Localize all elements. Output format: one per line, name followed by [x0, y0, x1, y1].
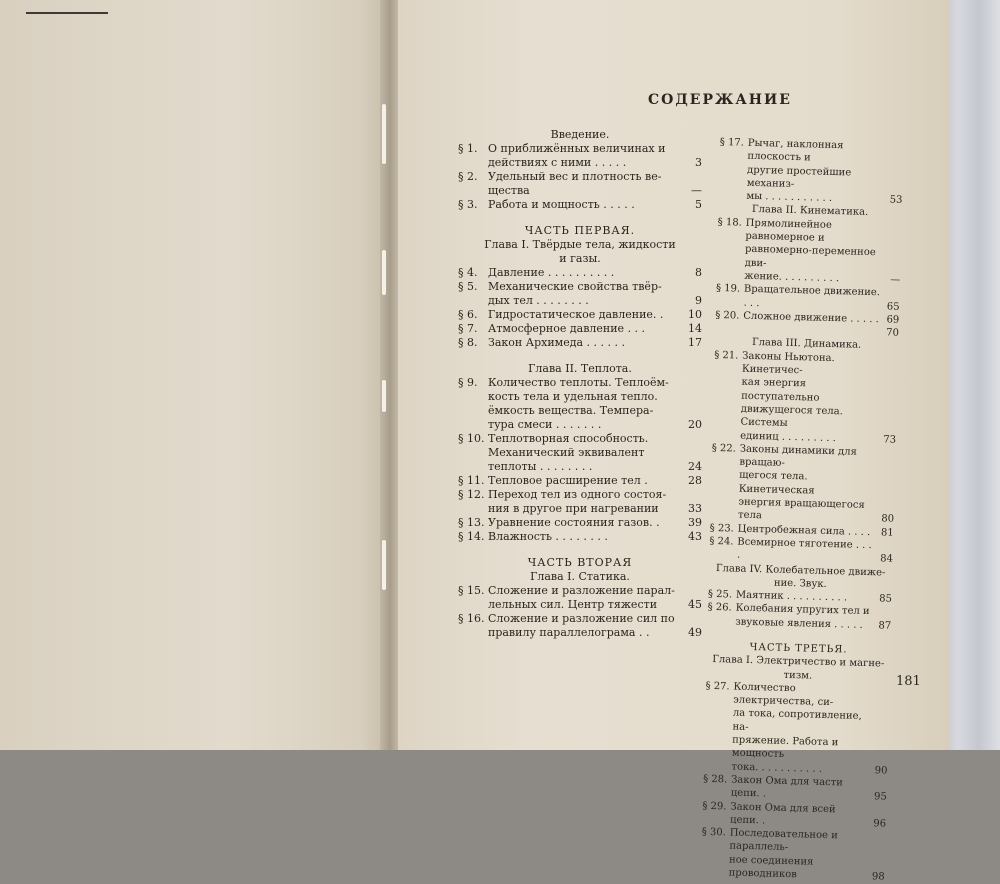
section-title-line: ное соединения проводников — [728, 854, 814, 881]
page-reference: 69 — [886, 314, 900, 326]
section-title-line: Рычаг, наклонная плоскость и — [747, 137, 844, 164]
section-number: § 12. — [458, 488, 485, 501]
binding-stitch — [382, 250, 386, 295]
section-title — [488, 308, 682, 322]
section-title-line: Давление . . . . . . . . . . — [488, 266, 615, 279]
chapter-heading: Глава II. Теплота. — [528, 362, 632, 375]
section-number: § 6. — [458, 308, 478, 321]
section-number: § 3. — [458, 198, 478, 211]
page-reference: 84 — [880, 553, 894, 565]
chapter-heading: Глава III. Динамика. — [751, 337, 862, 352]
part-heading: ЧАСТЬ ТРЕТЬЯ. — [749, 641, 848, 656]
toc-entry — [718, 136, 904, 207]
toc-entry — [701, 826, 886, 884]
section-title-line: действиях с ними . . . . . — [488, 156, 627, 169]
section-number: § 2. — [458, 170, 478, 183]
part-heading: ЧАСТЬ ВТОРАЯ — [527, 556, 633, 569]
section-title-line: Маятник . . . . . . . . . . — [735, 589, 848, 604]
section-title — [488, 612, 682, 640]
section-gap — [458, 212, 702, 224]
toc-entry — [458, 198, 702, 212]
section-title — [488, 530, 682, 544]
toc-entry — [703, 680, 889, 778]
page-reference: 90 — [874, 764, 888, 777]
section-title — [730, 800, 867, 830]
section-number: § 26. — [707, 602, 732, 614]
section-title-line: Закон Ома для всей цепи. . — [729, 801, 836, 827]
page-reference: 8 — [695, 266, 702, 279]
page-reference: 98 — [871, 871, 885, 883]
section-title-line: Закон Ома для части цепи. . — [730, 774, 844, 800]
section-number: § 14. — [458, 530, 485, 543]
page-reference: 73 — [883, 433, 897, 446]
chapter-heading: Глава I. Твёрдые тела, жидкости — [484, 238, 676, 251]
section-title-line: Центробежная сила . . . . — [737, 523, 871, 538]
toc-column-left — [458, 128, 702, 640]
section-title-line: жение. . . . . . . . . . — [744, 270, 840, 285]
section-title — [488, 280, 682, 308]
section-number: § 29. — [702, 800, 727, 812]
section-title-line: кая энергия поступательно — [741, 376, 820, 404]
section-title-line: Сложение и разложение сил по — [488, 612, 675, 625]
section-title — [488, 336, 682, 350]
page-reference: 3 — [695, 156, 702, 169]
page-reference: 49 — [688, 626, 702, 639]
section-title-line: ла тока, сопротивление, на- — [732, 708, 862, 733]
toc-entry — [458, 584, 702, 612]
chapter-heading: Глава I. Электричество и магне- — [712, 654, 885, 670]
section-number: § 11. — [458, 474, 485, 487]
contents-heading: СОДЕРЖАНИЕ — [648, 92, 792, 108]
section-number: § 21. — [714, 349, 739, 362]
part-heading: ЧАСТЬ ПЕРВАЯ. — [524, 224, 636, 237]
section-title-line: О приближённых величинах и — [488, 142, 666, 155]
chapter-heading: Глава II. Кинематика. — [751, 204, 869, 219]
toc-entry — [458, 530, 702, 544]
section-title — [488, 516, 682, 530]
toc-entry — [712, 349, 898, 447]
section-title-line: энергия вращающегося тела — [737, 496, 865, 522]
section-title — [737, 536, 874, 566]
section-title — [488, 266, 682, 280]
section-title — [488, 432, 682, 474]
section-number — [715, 322, 743, 336]
toc-entry — [716, 216, 902, 287]
horizontal-rule — [26, 12, 108, 14]
section-title-line: пряжение. Работа и мощность — [731, 734, 839, 761]
section-title-line: ния в другое при нагревании — [488, 502, 659, 515]
toc-entry — [458, 376, 702, 432]
binding-stitch — [382, 540, 386, 590]
section-title — [488, 376, 682, 432]
section-title-line: Теплотворная способность. — [488, 432, 649, 445]
chapter-heading: Глава IV. Колебательное движе- — [715, 562, 886, 578]
page-reference: 5 — [695, 198, 702, 211]
toc-entry — [709, 535, 894, 566]
section-title-line: мы . . . . . . . . . . . — [746, 190, 833, 205]
page-reference: 28 — [688, 474, 702, 487]
section-title-line: Влажность . . . . . . . . — [488, 530, 608, 543]
section-title-line: Вращательное движение. . . . — [743, 283, 881, 309]
page-reference: 70 — [886, 327, 900, 339]
section-title-line: звуковые явления . . . . . — [735, 616, 863, 631]
page-reference: 17 — [688, 336, 702, 349]
section-title-line: Атмосферное давление . . . — [488, 322, 646, 335]
section-number: § 10. — [458, 432, 485, 445]
toc-column-right — [701, 136, 904, 884]
toc-entry — [458, 142, 702, 170]
toc-entry — [458, 308, 702, 322]
section-title — [488, 322, 682, 336]
page-reference: 45 — [688, 598, 702, 611]
section-title — [488, 488, 682, 516]
section-number: § 22. — [711, 442, 737, 455]
section-title-line: другие простейшие механиз- — [746, 164, 852, 190]
binding-stitch — [382, 380, 386, 412]
section-title — [743, 283, 880, 313]
page-reference: 95 — [873, 791, 887, 803]
chapter-heading: Введение. — [550, 128, 610, 141]
section-title-line: теплоты . . . . . . . . — [488, 460, 593, 473]
section-title-line: Колебания упругих тел и — [735, 602, 870, 618]
section-title-line: Гидростатическое давление. . — [488, 308, 664, 321]
section-title-line: правилу параллелограма . . — [488, 626, 650, 639]
section-number: § 15. — [458, 584, 485, 597]
binding-stitch — [382, 104, 386, 164]
left-page — [0, 0, 390, 750]
page-reference: — — [691, 184, 702, 197]
section-gap — [458, 544, 702, 556]
section-number: § 4. — [458, 266, 478, 279]
page-reference: 14 — [688, 322, 702, 335]
section-title — [488, 142, 682, 170]
chapter-heading: ние. Звук. — [773, 577, 827, 590]
section-title — [488, 170, 682, 198]
section-title — [731, 773, 868, 803]
page-reference: 65 — [886, 300, 900, 313]
section-number: § 8. — [458, 336, 478, 349]
section-title-line: Количество электричества, си- — [733, 681, 834, 709]
page-reference: 43 — [688, 530, 702, 543]
page-number: 181 — [896, 674, 921, 689]
section-number: § 27. — [705, 680, 730, 693]
section-number: § 25. — [707, 588, 733, 601]
section-title-line: Переход тел из одного состоя- — [488, 488, 667, 501]
section-title — [488, 198, 682, 212]
section-number: § 20. — [715, 309, 740, 322]
chapter-heading: тизм. — [783, 669, 813, 682]
section-title-line: равномерно-переменное дви- — [744, 244, 876, 269]
page-reference: 81 — [880, 526, 894, 539]
page-reference: 10 — [688, 308, 702, 321]
section-number: § 23. — [709, 522, 734, 535]
section-title-line: Механический эквивалент — [488, 446, 645, 459]
section-number: § 5. — [458, 280, 478, 293]
section-title-line: Законы динамики для вращаю- — [739, 443, 857, 469]
page-reference: 80 — [881, 513, 895, 525]
page-reference: — — [890, 274, 901, 286]
section-title-line: Работа и мощность . . . . . — [488, 198, 635, 211]
chapter-heading: и газы. — [559, 252, 601, 265]
section-number: § 19. — [715, 283, 741, 295]
section-title — [744, 216, 882, 286]
page-reference: 87 — [878, 620, 892, 632]
section-title-line: кость тела и удельная тепло. — [488, 390, 658, 403]
section-number: § 13. — [458, 516, 485, 529]
section-title-line: Последовательное и параллель- — [729, 827, 838, 854]
toc-entry — [458, 488, 702, 516]
section-title-line: Сложение и разложение парал- — [488, 584, 675, 597]
section-number: § 16. — [458, 612, 485, 625]
section-title-line: дых тел . . . . . . . . — [488, 294, 589, 307]
section-title-line: ёмкость вещества. Темпера- — [488, 404, 654, 417]
section-title-line: щегося тела. Кинетическая — [738, 470, 815, 497]
page-reference: 24 — [688, 460, 702, 473]
page-reference: 85 — [879, 593, 893, 605]
section-title-line: Удельный вес и плотность ве- — [488, 170, 662, 183]
page-reference: 53 — [889, 194, 903, 206]
section-title — [738, 442, 876, 525]
section-title-line: Всемирное тяготение . . . . — [736, 536, 872, 561]
toc-entry — [458, 336, 702, 350]
section-title — [488, 584, 682, 612]
section-number: § 17. — [719, 136, 745, 149]
section-number: § 30. — [701, 826, 726, 839]
section-title-line: Уравнение состояния газов. . — [488, 516, 660, 529]
section-gap — [458, 350, 702, 362]
section-title — [488, 474, 682, 488]
chapter-heading: Глава I. Статика. — [530, 570, 630, 583]
section-title-line: щества — [488, 184, 530, 197]
section-title — [740, 349, 878, 446]
section-number: § 28. — [703, 773, 728, 786]
toc-entry — [458, 612, 702, 640]
section-title-line: Количество теплоты. Теплоём- — [488, 376, 669, 389]
section-title-line: лельных сил. Центр тяжести — [488, 598, 658, 611]
section-title-line: Тепловое расширение тел . — [488, 474, 648, 487]
page-reference: 9 — [695, 294, 702, 307]
section-title-line: Механические свойства твёр- — [488, 280, 662, 293]
section-title-line: Закон Архимеда . . . . . . — [488, 336, 626, 349]
section-number: § 7. — [458, 322, 478, 335]
toc-entry — [458, 322, 702, 336]
section-title — [731, 680, 869, 777]
section-title — [735, 602, 872, 632]
section-number: § 9. — [458, 376, 478, 389]
section-number: § 1. — [458, 142, 478, 155]
section-title-line: Законы Ньютона. Кинетичес- — [741, 350, 835, 377]
page-reference: 33 — [688, 502, 702, 515]
toc-entry — [458, 474, 702, 488]
page-reference: 96 — [873, 818, 887, 830]
toc-entry — [458, 516, 702, 530]
toc-entry — [458, 432, 702, 474]
toc-entry — [458, 266, 702, 280]
section-title-line: единиц . . . . . . . . . — [740, 430, 836, 444]
section-title-line: тура смеси . . . . . . . — [488, 418, 602, 431]
toc-entry — [710, 442, 896, 527]
section-title-line: движущегося тела. Системы — [740, 403, 844, 430]
section-title — [746, 137, 884, 207]
section-number: § 24. — [709, 535, 734, 548]
section-number: § 18. — [717, 216, 742, 229]
page-reference: 20 — [688, 418, 702, 431]
section-title-line: Прямолинейное равномерное и — [745, 217, 832, 244]
toc-entry — [458, 280, 702, 308]
section-title-line: Сложное движение . . . . . — [743, 310, 880, 326]
section-title-line: тока. . . . . . . . . . . — [731, 761, 823, 775]
toc-entry — [707, 601, 892, 632]
page-reference: 39 — [688, 516, 702, 529]
section-title — [729, 827, 866, 884]
toc-entry — [458, 170, 702, 198]
